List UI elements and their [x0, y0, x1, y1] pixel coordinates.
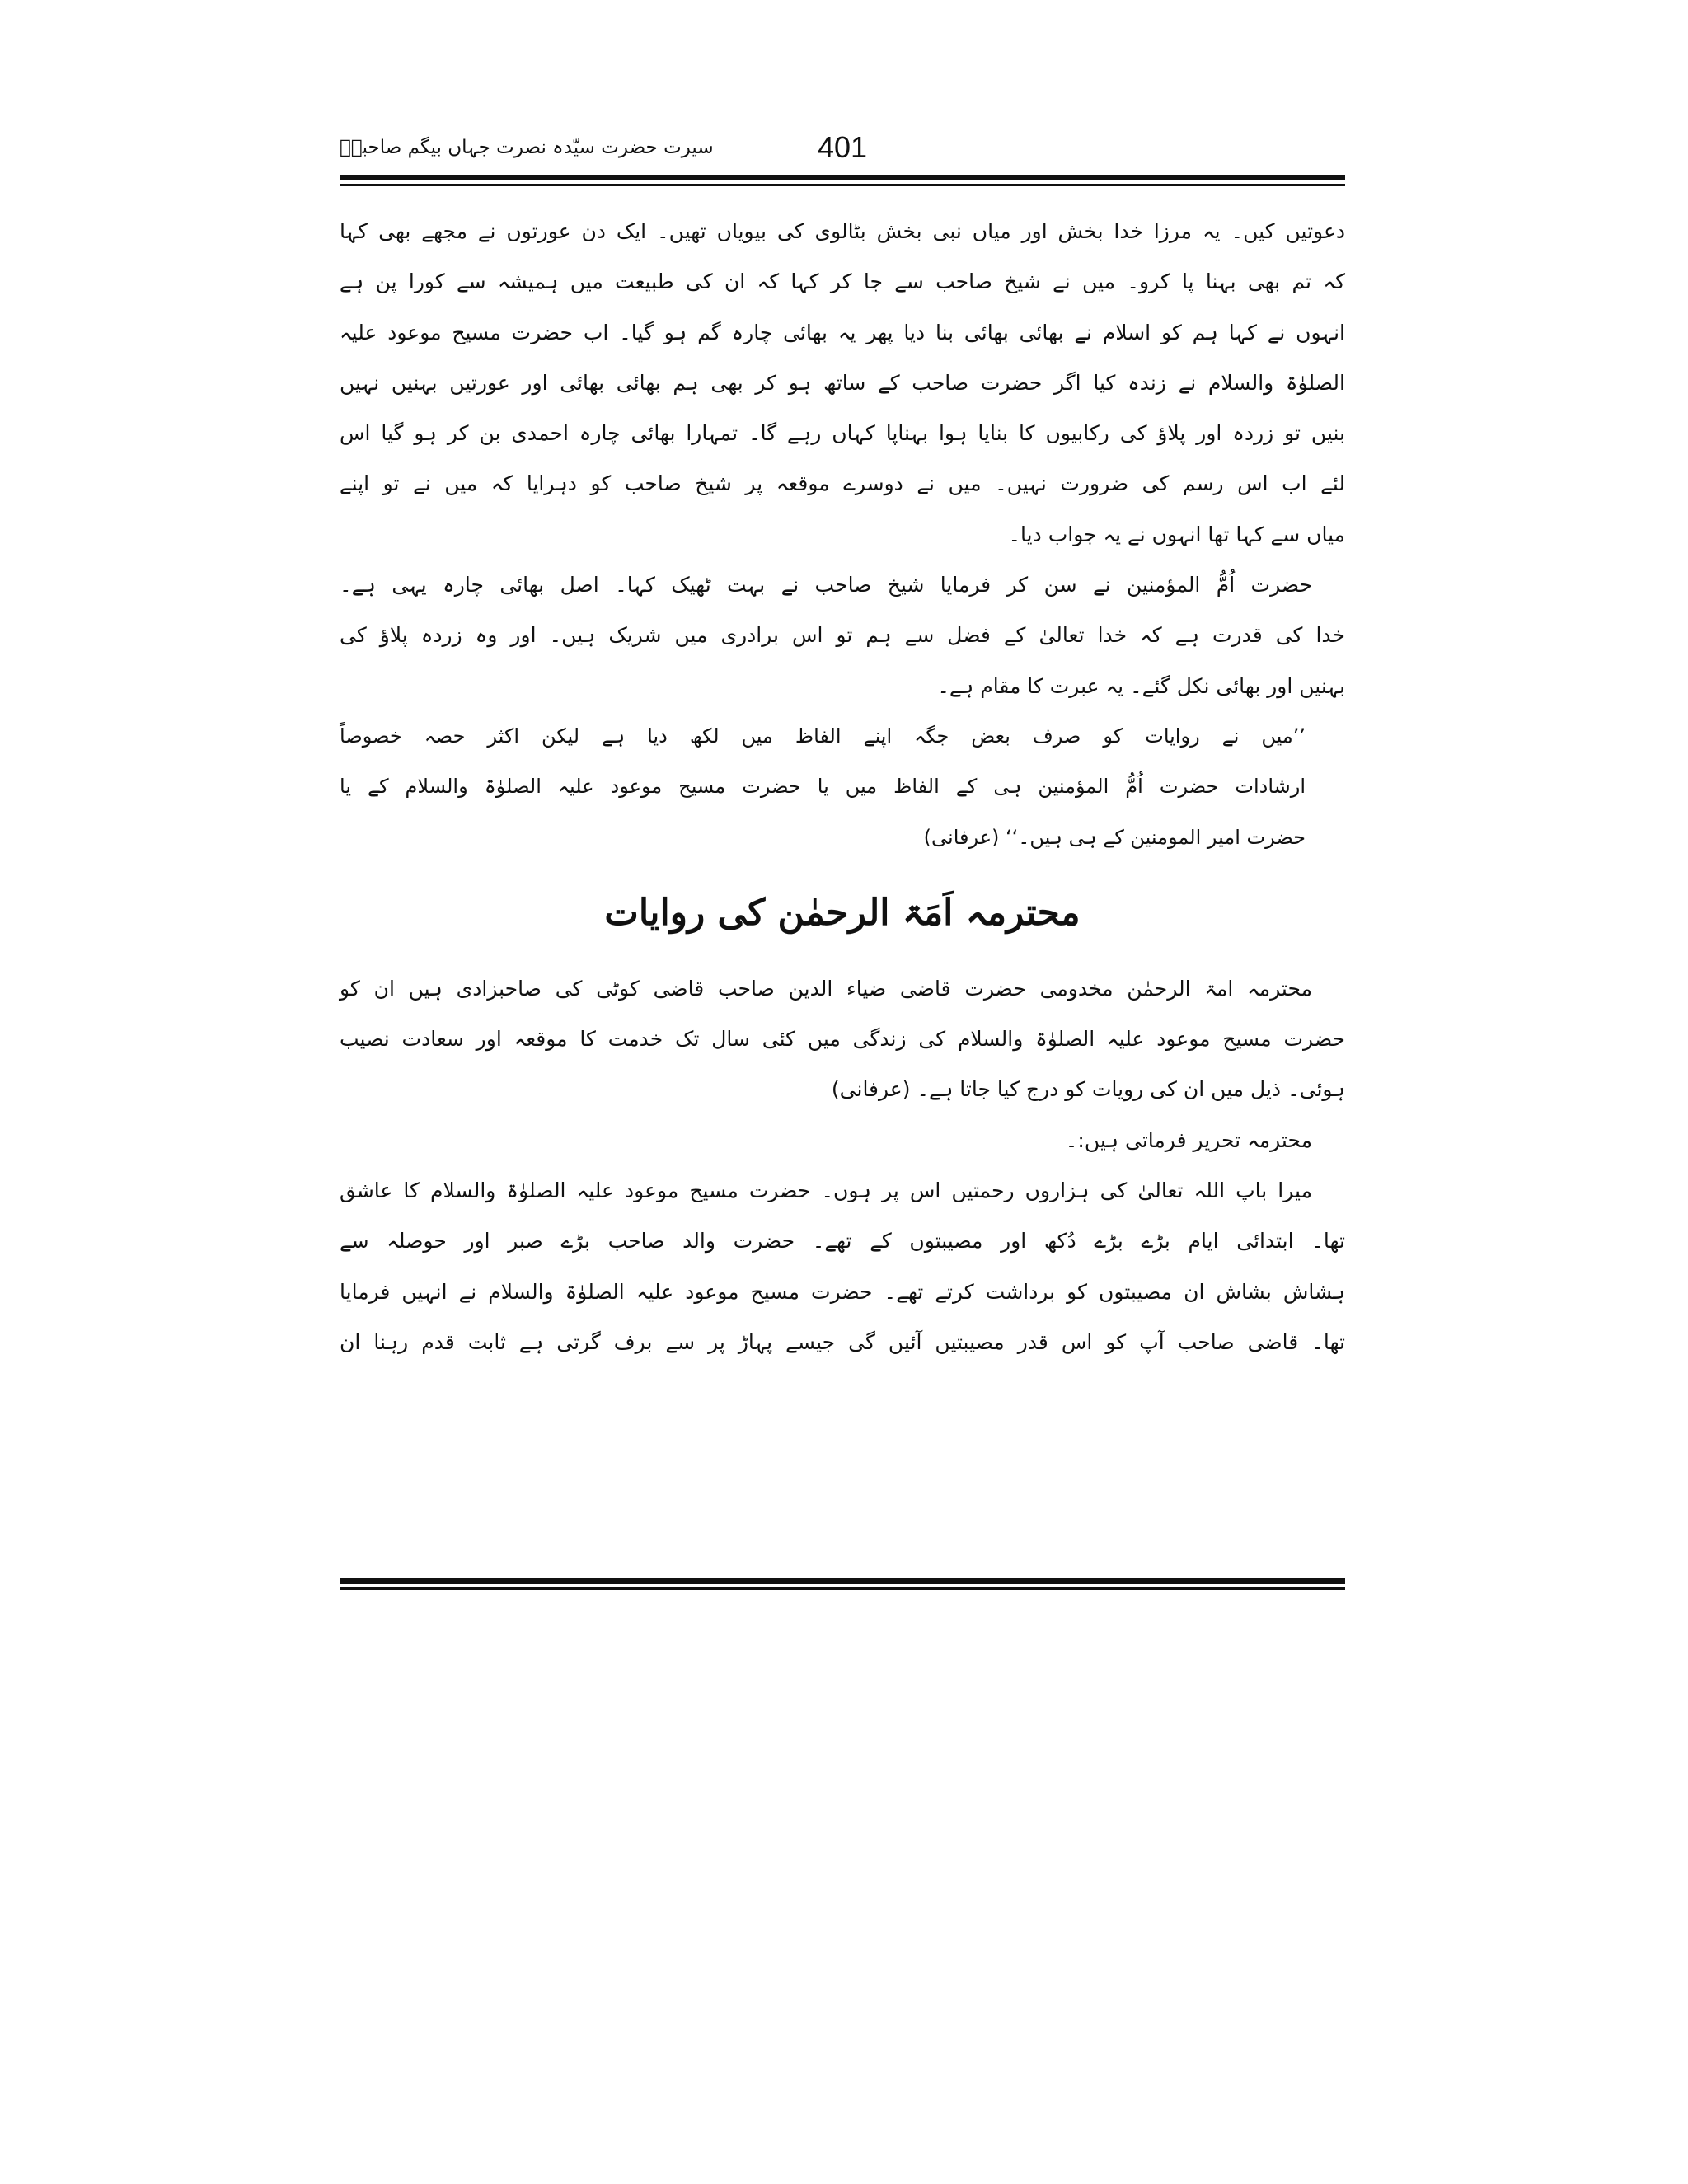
- text-line: تھا۔ ابتدائی ایام بڑے بڑے دُکھ اور مصیبتوں کے تھے۔ حضرت والد صاحب بڑے صبر اور حوصلہ سے: [340, 1229, 1345, 1254]
- text-line: ہوئی۔ ذیل میں ان کی رویات کو درج کیا جاتا ہے۔ (عرفانی): [831, 1077, 1345, 1102]
- text-line: ’’میں نے روایات کو صرف بعض جگہ اپنے الفاظ میں لکھ دیا ہے لیکن اکثر حصہ خصوصاً: [340, 724, 1306, 748]
- text-line: حضرت مسیح موعود علیہ الصلوٰۃ والسلام کی زندگی میں کئی سال تک خدمت کا موقعہ اور سعادت نصیب: [340, 1027, 1345, 1052]
- text-line: خدا کی قدرت ہے کہ خدا تعالیٰ کے فضل سے ہم تو اس برادری میں شریک ہیں۔ اور وہ زردہ پلاؤ کی: [340, 623, 1345, 648]
- text-line: تھا۔ قاضی صاحب آپ کو اس قدر مصیبتیں آئیں گی جیسے پہاڑ پر سے برف گرتی ہے ثابت قدم رہنا ان: [340, 1329, 1345, 1354]
- running-title: سیرت حضرت سیّدہ نصرت جہاں بیگم صاحبہؓ: [340, 137, 714, 158]
- text-line: میرا باپ اللہ تعالیٰ کی ہزاروں رحمتیں اس پر ہوں۔ حضرت مسیح موعود علیہ الصلوٰۃ والسلام کا عاشق: [340, 1179, 1312, 1203]
- text-line: الصلوٰۃ والسلام نے زندہ کیا اگر حضرت صاحب کے ساتھ ہو کر بھی ہم بھائی بھائی اور عورتیں بہنیں نہیں: [340, 370, 1345, 395]
- body-text: [340, 206, 1345, 1367]
- paragraph-3: [340, 963, 1345, 1115]
- text-line: لئے اب اس رسم کی ضرورت نہیں۔ میں نے دوسرے موقعہ پر شیخ صاحب کو دہرایا کہ میں نے تو اپنے: [340, 471, 1345, 496]
- footer-rule-thick: [340, 1578, 1345, 1584]
- header-rule: [340, 175, 1345, 190]
- text-line: دعوتیں کیں۔ یہ مرزا خدا بخش اور میاں نبی بخش بٹالوی کی بیویاں تھیں۔ ایک دن عورتوں نے مجھے بھی کہا: [340, 219, 1345, 243]
- paragraph-4: [340, 1115, 1345, 1165]
- quotation-block: [340, 711, 1345, 863]
- text-line: محترمہ تحریر فرماتی ہیں:۔: [1065, 1127, 1312, 1152]
- text-line: ارشادات حضرت اُمُّ المؤمنین ہی کے الفاظ میں یا حضرت مسیح موعود علیہ الصلوٰۃ والسلام کے یا: [340, 775, 1306, 799]
- header-rule-thick: [340, 175, 1345, 180]
- paragraph-1: [340, 206, 1345, 560]
- header-rule-thin: [340, 184, 1345, 186]
- text-line: بہنیں اور بھائی نکل گئے۔ یہ عبرت کا مقام ہے۔: [937, 673, 1345, 698]
- text-line: ہشاش بشاش ان مصیبتوں کو برداشت کرتے تھے۔ حضرت مسیح موعود علیہ الصلوٰۃ والسلام نے انہیں فرمایا: [340, 1279, 1345, 1304]
- paragraph-2: [340, 560, 1345, 711]
- page-header: [340, 124, 1345, 173]
- footer-rule: [340, 1578, 1345, 1593]
- text-line: بنیں تو زردہ اور پلاؤ کی رکابیوں کا بنایا ہوا بہناپا کہاں رہے گا۔ تمہارا بھائی چارہ احمدی بن کر ہو گیا اس: [340, 421, 1345, 446]
- text-line: کہ تم بھی بہنا پا کرو۔ میں نے شیخ صاحب سے جا کر کہا کہ ان کی طبیعت میں ہمیشہ سے کورا پن ہے: [340, 269, 1345, 294]
- text-line: حضرت اُمُّ المؤمنین نے سن کر فرمایا شیخ صاحب نے بہت ٹھیک کہا۔ اصل بھائی چارہ یہی ہے۔: [340, 573, 1312, 598]
- book-page: [340, 124, 1345, 1624]
- text-line: انہوں نے کہا ہم کو اسلام نے بھائی بھائی بنا دیا پھر یہ بھائی چارہ گم ہو گیا۔ اب حضرت مسیح موعود علیہ: [340, 320, 1345, 344]
- text-line: حضرت امیر المومنین کے ہی ہیں۔‘‘ (عرفانی): [923, 825, 1306, 849]
- text-line: محترمہ امۃ الرحمٰن مخدومی حضرت قاضی ضیاء الدین صاحب قاضی کوٹی کی صاحبزادی ہیں ان کو: [340, 976, 1312, 1001]
- footer-rule-thin: [340, 1587, 1345, 1590]
- paragraph-5: [340, 1165, 1345, 1367]
- page-number: 401: [817, 130, 868, 164]
- section-heading: محترمہ اَمَۃ الرحمٰن کی روایات: [604, 891, 1081, 934]
- text-line: میاں سے کہا تھا انہوں نے یہ جواب دیا۔: [1008, 522, 1345, 546]
